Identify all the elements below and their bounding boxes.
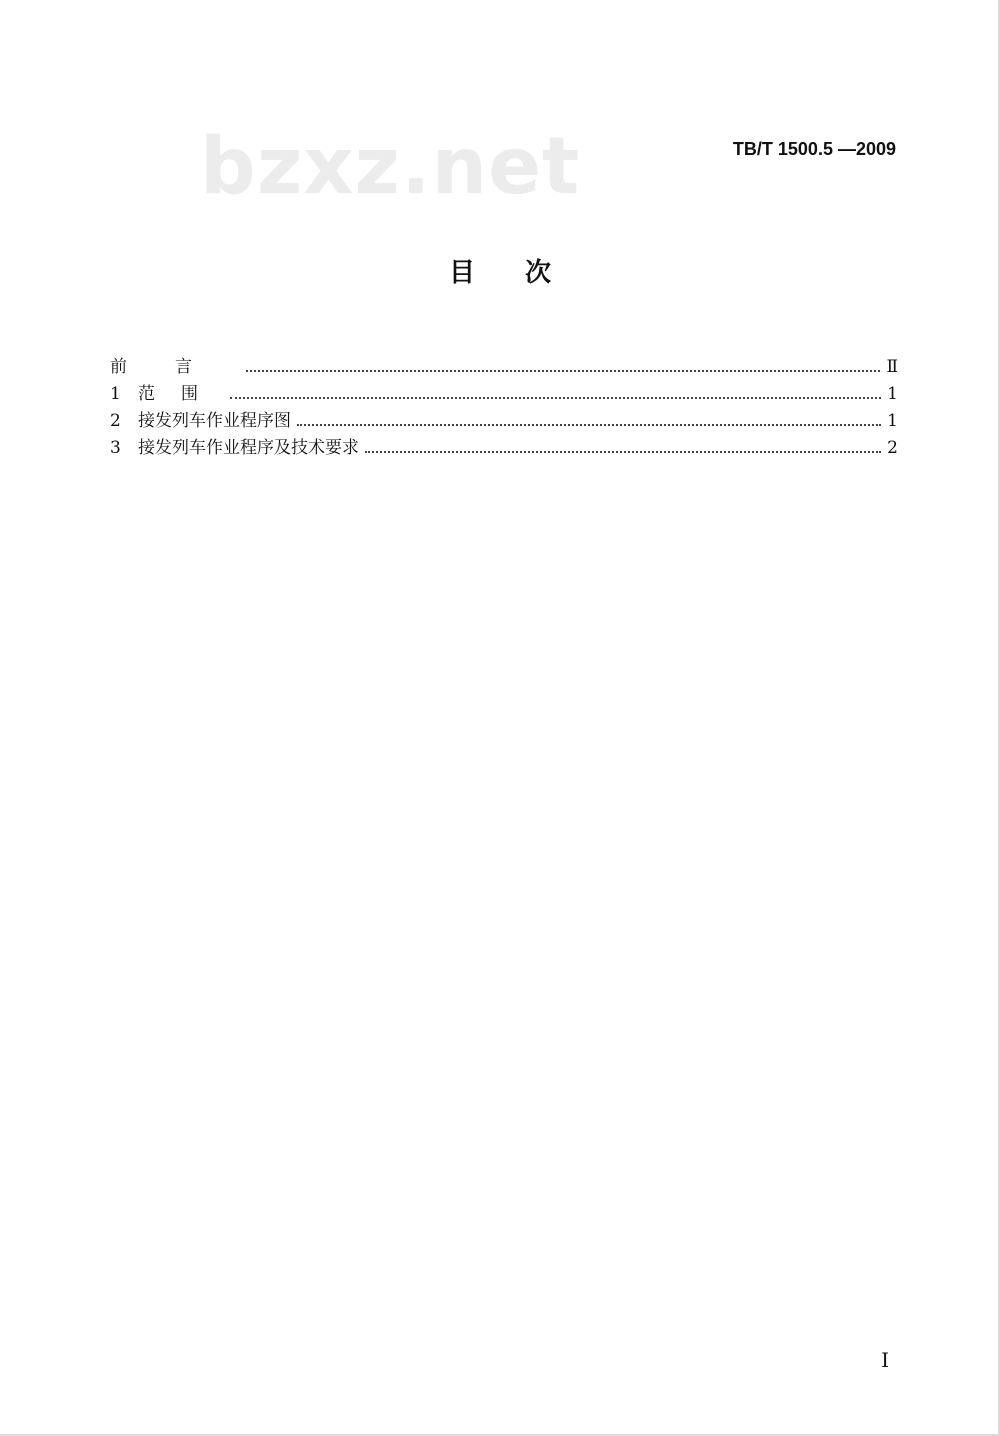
toc-title: 目次 (448, 258, 601, 288)
toc-leader-dots (365, 451, 881, 453)
toc-entry-page: 1 (887, 384, 898, 404)
toc-entry-label: 范围 (138, 384, 224, 404)
toc-entry-page: 1 (887, 411, 898, 431)
toc-leader-dots (297, 424, 881, 426)
toc-entry-page: 2 (887, 438, 898, 458)
toc-entry-procedure-requirements[interactable] (110, 433, 898, 460)
toc-entry-page: Ⅱ (886, 357, 898, 377)
page-number: I (881, 1348, 889, 1372)
watermark: bzxz.net (200, 122, 581, 212)
toc-entry-procedure-diagram[interactable] (110, 406, 898, 433)
toc-entry-number: 1 (110, 384, 121, 404)
toc-entry-label: 接发列车作业程序图 (138, 411, 291, 431)
toc-entry-foreword[interactable] (110, 352, 898, 379)
toc-leader-dots (230, 397, 881, 399)
standard-number: TB/T 1500.5 —2009 (732, 139, 896, 159)
toc-entry-number: 2 (110, 411, 121, 431)
toc-entry-label: 前言 (110, 357, 240, 377)
toc-entry-label: 接发列车作业程序及技术要求 (138, 438, 359, 458)
table-of-contents (110, 352, 898, 460)
toc-entry-scope[interactable] (110, 379, 898, 406)
toc-entry-number: 3 (110, 438, 121, 458)
toc-leader-dots (246, 370, 880, 372)
